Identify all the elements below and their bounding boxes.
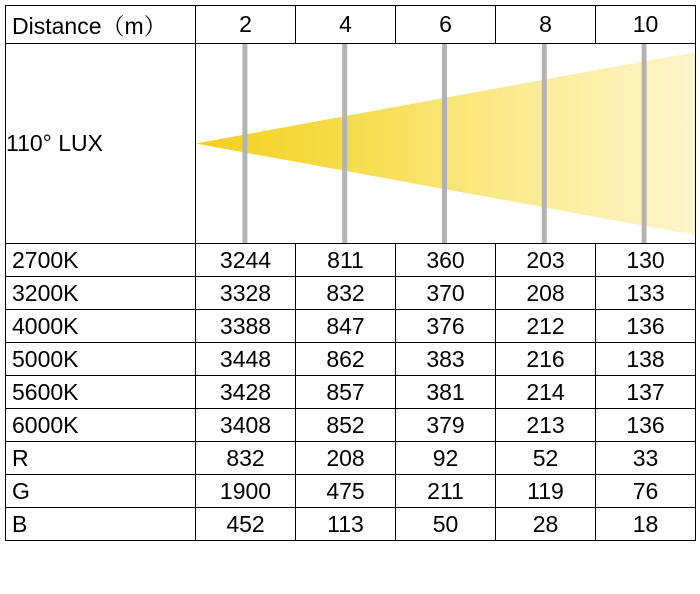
row-label: 2700K bbox=[6, 244, 196, 277]
row-value: 832 bbox=[296, 277, 396, 310]
row-value: 138 bbox=[596, 343, 696, 376]
row-value: 113 bbox=[296, 508, 396, 541]
row-value: 847 bbox=[296, 310, 396, 343]
row-value: 857 bbox=[296, 376, 396, 409]
row-label: R bbox=[6, 442, 196, 475]
beam-cone-graphic bbox=[196, 44, 695, 243]
row-value: 3408 bbox=[196, 409, 296, 442]
header-col-3: 6 bbox=[396, 6, 496, 44]
row-value: 3244 bbox=[196, 244, 296, 277]
row-value: 18 bbox=[596, 508, 696, 541]
row-value: 381 bbox=[396, 376, 496, 409]
table-row bbox=[6, 475, 696, 508]
row-value: 214 bbox=[496, 376, 596, 409]
row-value: 862 bbox=[296, 343, 396, 376]
beam-diagram-row bbox=[6, 44, 696, 244]
row-value: 475 bbox=[296, 475, 396, 508]
row-value: 119 bbox=[496, 475, 596, 508]
table-row bbox=[6, 508, 696, 541]
row-value: 92 bbox=[396, 442, 496, 475]
row-value: 379 bbox=[396, 409, 496, 442]
table-row bbox=[6, 277, 696, 310]
row-value: 137 bbox=[596, 376, 696, 409]
table-row bbox=[6, 376, 696, 409]
row-value: 383 bbox=[396, 343, 496, 376]
row-value: 208 bbox=[496, 277, 596, 310]
header-col-5: 10 bbox=[596, 6, 696, 44]
row-value: 3388 bbox=[196, 310, 296, 343]
lux-datasheet bbox=[0, 5, 700, 594]
row-label: 6000K bbox=[6, 409, 196, 442]
row-value: 133 bbox=[596, 277, 696, 310]
row-label: 3200K bbox=[6, 277, 196, 310]
row-label: 5000K bbox=[6, 343, 196, 376]
table-row bbox=[6, 244, 696, 277]
row-value: 28 bbox=[496, 508, 596, 541]
table-header-row bbox=[6, 6, 696, 44]
row-value: 130 bbox=[596, 244, 696, 277]
table-row bbox=[6, 343, 696, 376]
row-value: 370 bbox=[396, 277, 496, 310]
row-label: G bbox=[6, 475, 196, 508]
beam-angle-label: 110° LUX bbox=[6, 44, 196, 244]
row-value: 203 bbox=[496, 244, 596, 277]
header-col-4: 8 bbox=[496, 6, 596, 44]
row-value: 50 bbox=[396, 508, 496, 541]
row-label: B bbox=[6, 508, 196, 541]
row-value: 136 bbox=[596, 310, 696, 343]
row-value: 213 bbox=[496, 409, 596, 442]
row-value: 208 bbox=[296, 442, 396, 475]
row-value: 852 bbox=[296, 409, 396, 442]
beam-diagram-cell bbox=[196, 44, 696, 244]
header-col-1: 2 bbox=[196, 6, 296, 44]
table-row bbox=[6, 310, 696, 343]
row-value: 811 bbox=[296, 244, 396, 277]
row-value: 212 bbox=[496, 310, 596, 343]
row-value: 3448 bbox=[196, 343, 296, 376]
row-value: 3328 bbox=[196, 277, 296, 310]
row-label: 4000K bbox=[6, 310, 196, 343]
row-value: 1900 bbox=[196, 475, 296, 508]
header-col-2: 4 bbox=[296, 6, 396, 44]
row-value: 76 bbox=[596, 475, 696, 508]
header-distance-label: Distance（m） bbox=[6, 6, 196, 44]
lux-table bbox=[5, 5, 696, 541]
row-value: 211 bbox=[396, 475, 496, 508]
row-value: 832 bbox=[196, 442, 296, 475]
row-value: 216 bbox=[496, 343, 596, 376]
row-value: 33 bbox=[596, 442, 696, 475]
row-value: 52 bbox=[496, 442, 596, 475]
table-row bbox=[6, 442, 696, 475]
row-value: 3428 bbox=[196, 376, 296, 409]
row-value: 136 bbox=[596, 409, 696, 442]
row-value: 360 bbox=[396, 244, 496, 277]
table-row bbox=[6, 409, 696, 442]
row-value: 452 bbox=[196, 508, 296, 541]
row-label: 5600K bbox=[6, 376, 196, 409]
row-value: 376 bbox=[396, 310, 496, 343]
